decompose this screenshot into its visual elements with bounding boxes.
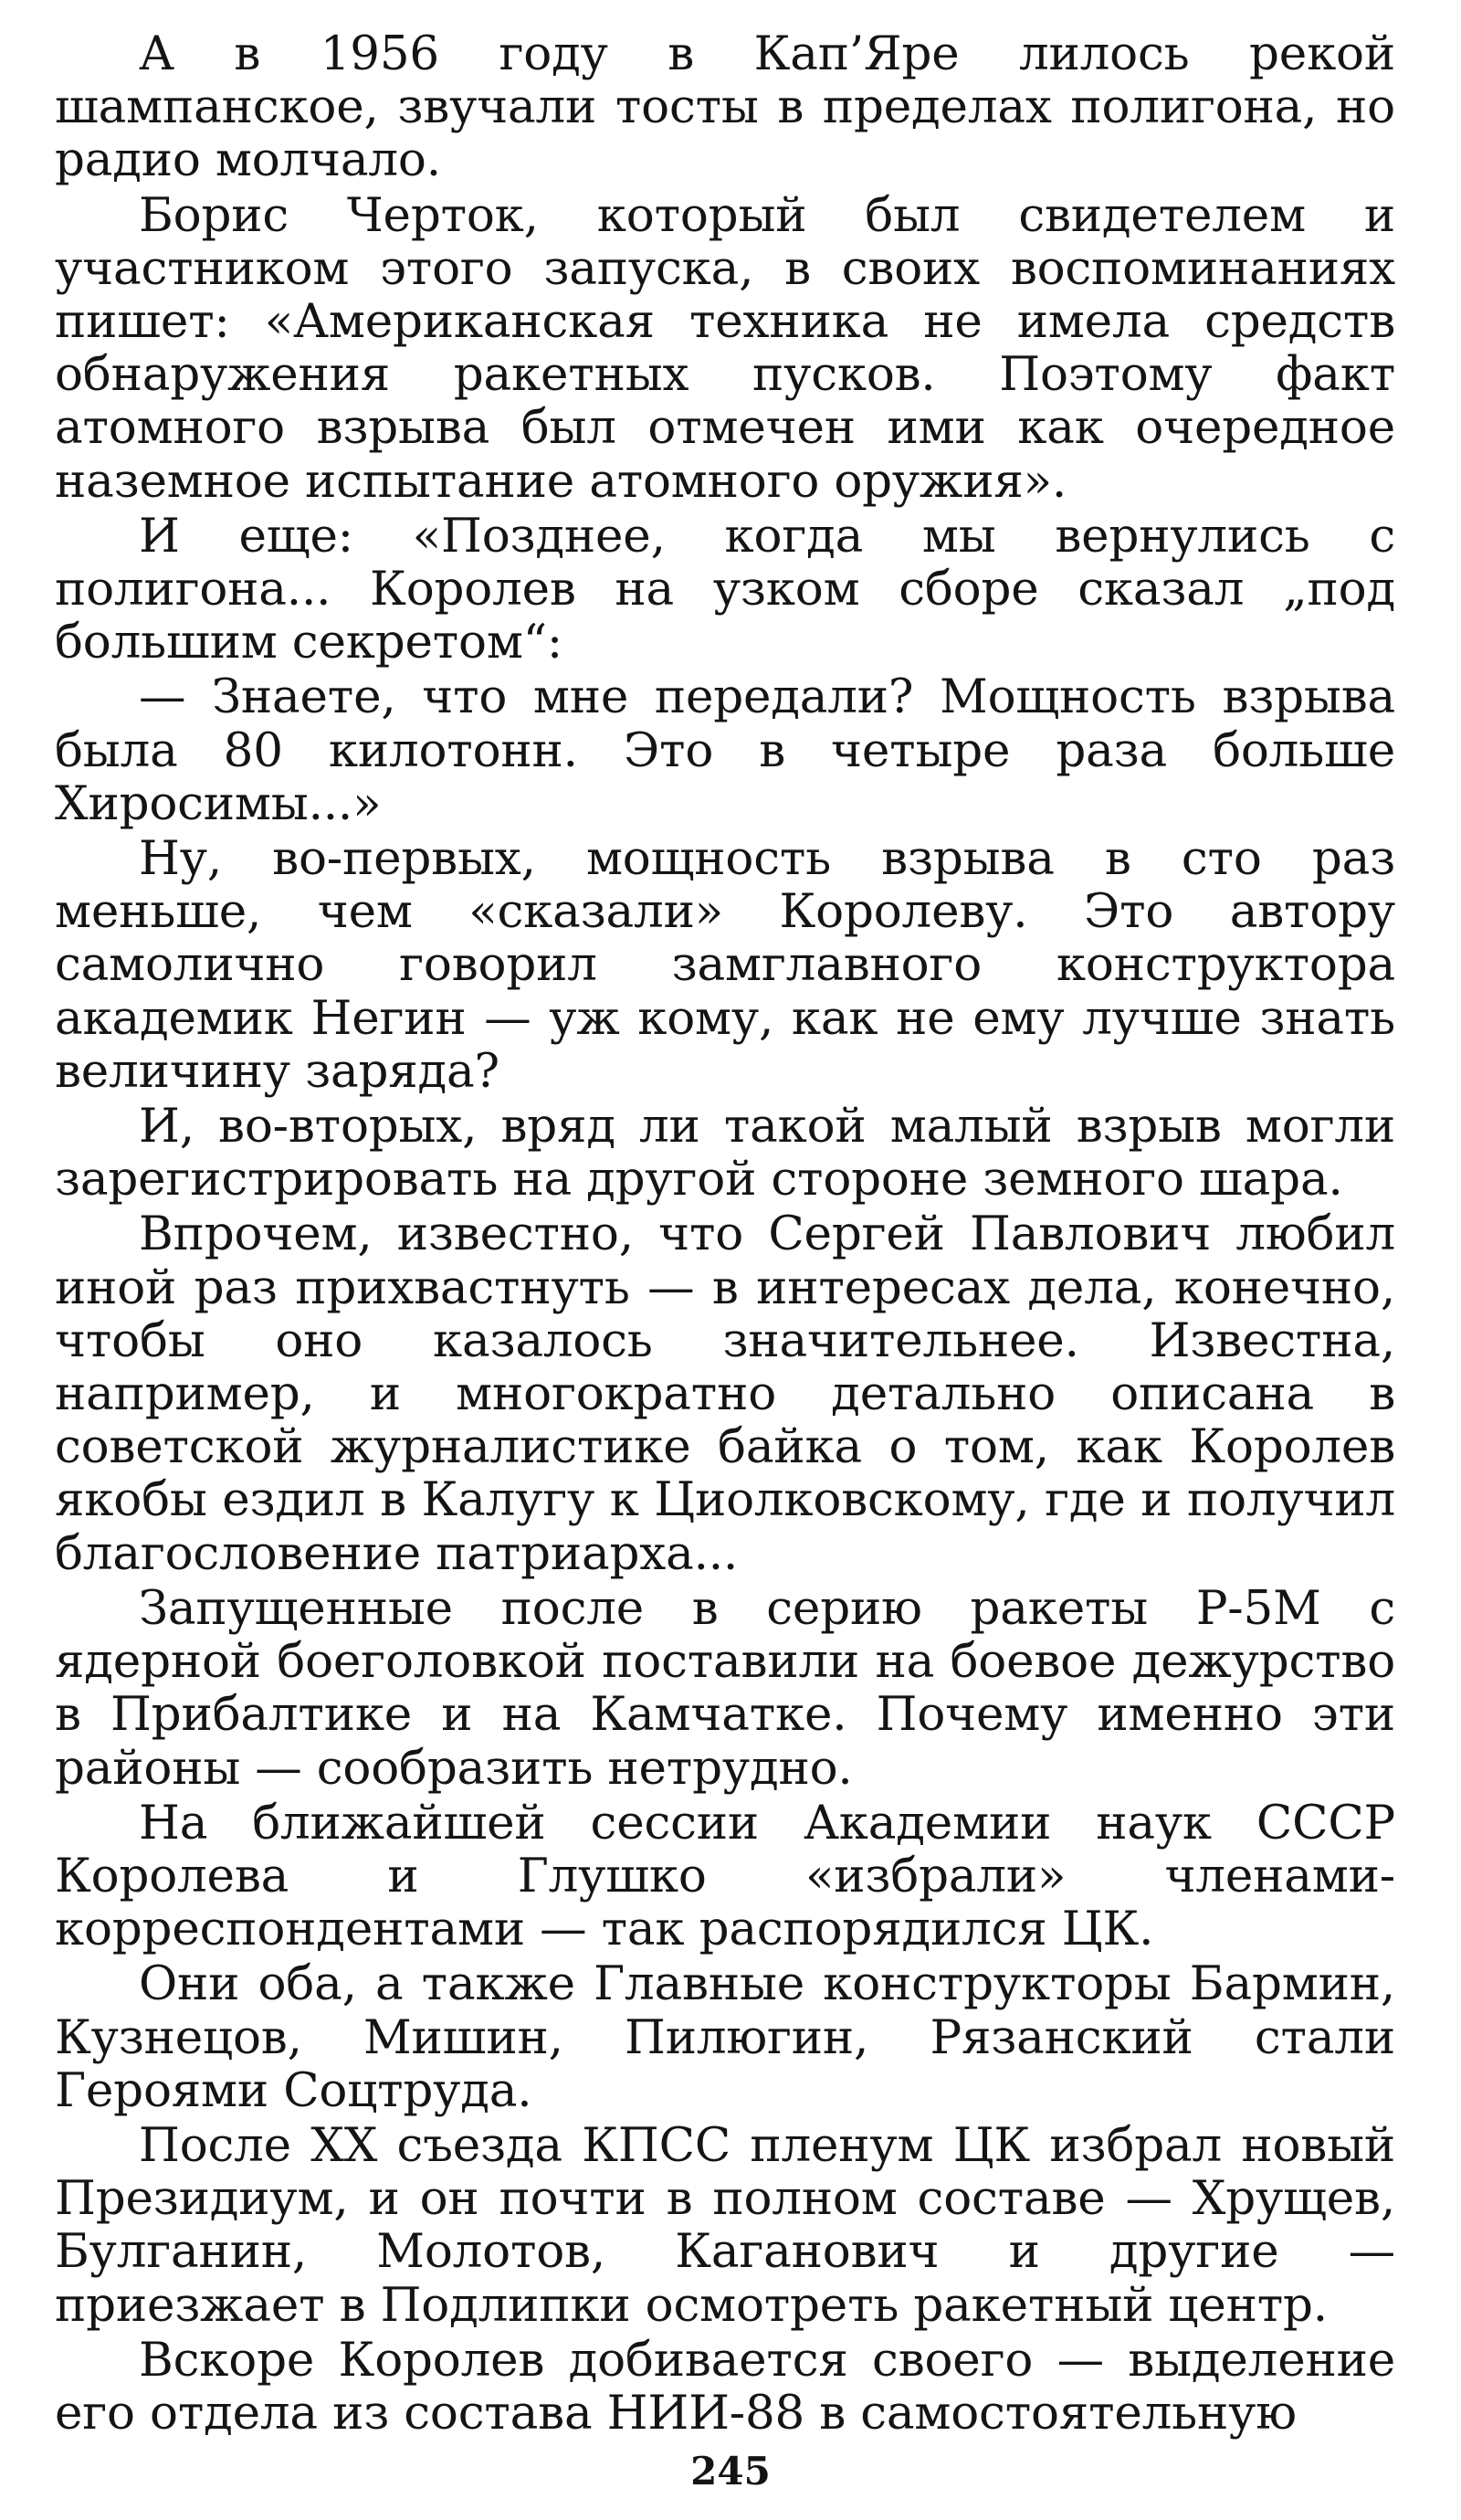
paragraph: Вскоре Королев добивается своего — выделение его отдела из состава НИИ-88 в самостоятельную [55, 2332, 1395, 2441]
paragraph: И, во-вторых, вряд ли такой малый взрыв могли зарегистрировать на другой стороне земного шара. [55, 1099, 1395, 1207]
body-text [55, 27, 1395, 2441]
paragraph: На ближайшей сессии Академии наук СССР Королева и Глушко «избрали» членами-корреспондентами — так распорядился ЦК. [55, 1795, 1395, 1957]
paragraph: Запущенные после в серию ракеты Р-5М с ядерной боеголовкой поставили на боевое дежурство в Прибалтике и на Камчатке. Почему именно эти районы — сообразить нетрудно. [55, 1580, 1395, 1796]
dialogue-paragraph: — Знаете, что мне передали? Мощность взрыва была 80 килотонн. Это в четыре раза больше Хиросимы...» [55, 670, 1395, 831]
paragraph: После XX съезда КПСС пленум ЦК избрал новый Президиум, и он почти в полном составе — Хрущев, Булганин, Молотов, Каганович и другие — приезжает в Подлипки осмотреть ракетный центр. [55, 2117, 1395, 2333]
paragraph: Они оба, а также Главные конструкторы Бармин, Кузнецов, Мишин, Пилюгин, Рязанский стали Героями Соцтруда. [55, 1956, 1395, 2118]
paragraph: И еще: «Позднее, когда мы вернулись с полигона... Королев на узком сборе сказал „под большим секретом“: [55, 508, 1395, 670]
page-number: 245 [690, 2449, 771, 2494]
paragraph: Борис Черток, который был свидетелем и участником этого запуска, в своих воспоминаниях пишет: «Американская техника не имела средств обнаружения ракетных пусков. Поэтому факт атомного взрыва был отмечен ими как очередное наземное испытание атомного оружия». [55, 187, 1395, 509]
paragraph: Ну, во-первых, мощность взрыва в сто раз меньше, чем «сказали» Королеву. Это автору самолично говорил замглавного конструктора академик Негин — уж кому, как не ему лучше знать величину заряда? [55, 831, 1395, 1099]
paragraph: Впрочем, известно, что Сергей Павлович любил иной раз прихвастнуть — в интересах дела, конечно, чтобы оно казалось значительнее. Известна, например, и многократно детально описана в советской журналистике байка о том, как Королев якобы ездил в Калугу к Циолковскому, где и получил благословение патриарха... [55, 1207, 1395, 1581]
paragraph: А в 1956 году в Кап’Яре лилось рекой шампанское, звучали тосты в пределах полигона, но радио молчало. [55, 26, 1395, 188]
